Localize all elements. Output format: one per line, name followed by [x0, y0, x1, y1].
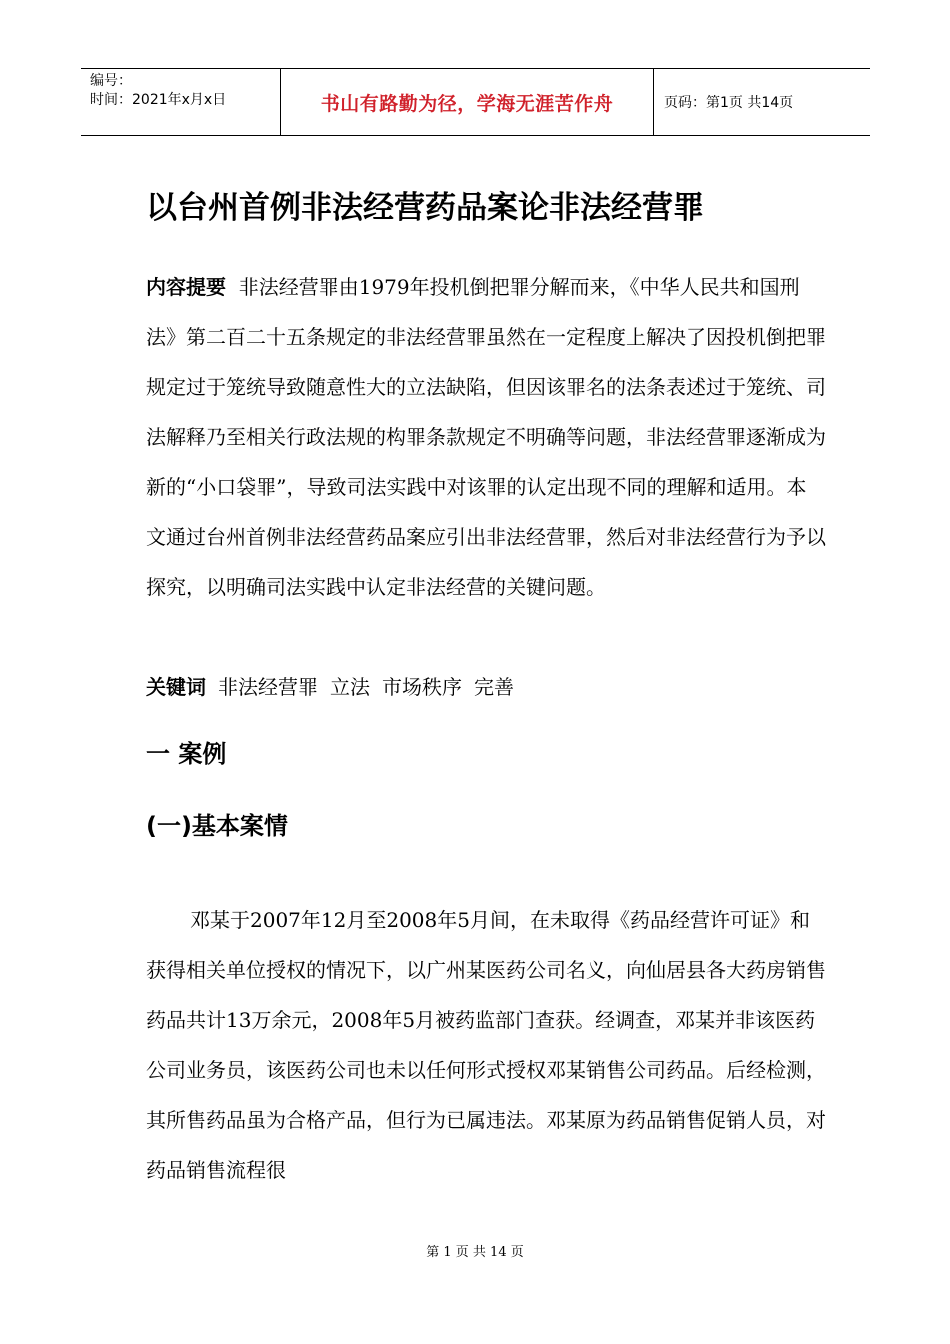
- document-date: 时间：2021年x月x日: [90, 92, 227, 108]
- section-heading: 一 案例: [146, 740, 227, 768]
- abstract-text: 非法经营罪由1979年投机倒把罪分解而来，《中华人民共和国刑法》第二百二十五条规定的非法经营罪虽然在一定程度上解决了因投机倒把罪规定过于笼统导致随意性大的立法缺陷，但因该罪名的法条表述过于笼统、司法解释乃至相关行政法规的构罪条款规定不明确等问题，非法经营罪逐渐成为新的“小口袋罪”，导致司法实践中对该罪的认定出现不同的理解和适用。本文通过台州首例非法经营药品案应引出非法经营罪，然后对非法经营行为予以探究，以明确司法实践中认定非法经营的关键问题。: [146, 275, 826, 599]
- keywords-label: 关键词: [146, 675, 206, 699]
- header-meta-cell: [81, 69, 281, 135]
- keyword-item: 立法: [330, 675, 370, 699]
- page-footer: 第 1 页 共 14 页: [426, 1245, 524, 1260]
- document-number-label: 编号：: [90, 73, 132, 89]
- header-page-info: 页码：第1页 共14页: [664, 95, 794, 111]
- header-motto: 书山有路勤为径，学海无涯苦作舟: [281, 69, 654, 135]
- page-header: [81, 68, 870, 136]
- keywords-line: [146, 662, 826, 712]
- case-paragraph: 邓某于2007年12月至2008年5月间，在未取得《药品经营许可证》和获得相关单位授权的情况下，以广州某医药公司名义，向仙居县各大药房销售药品共计13万余元，2008年5月被药监部门查获。经调查，邓某并非该医药公司业务员，该医药公司也未以任何形式授权邓某销售公司药品。后经检测，其所售药品虽为合格产品，但行为已属违法。邓某原为药品销售促销人员，对药品销售流程很: [146, 908, 826, 1182]
- abstract-label: 内容提要: [146, 275, 226, 299]
- keyword-item: 完善: [474, 675, 514, 699]
- document-title: 以台州首例非法经营药品案论非法经营罪: [146, 190, 704, 226]
- subsection-heading: (一)基本案情: [146, 812, 288, 840]
- abstract-paragraph: [146, 262, 826, 612]
- keyword-item: 市场秩序: [382, 675, 462, 699]
- keyword-item: 非法经营罪: [218, 675, 318, 699]
